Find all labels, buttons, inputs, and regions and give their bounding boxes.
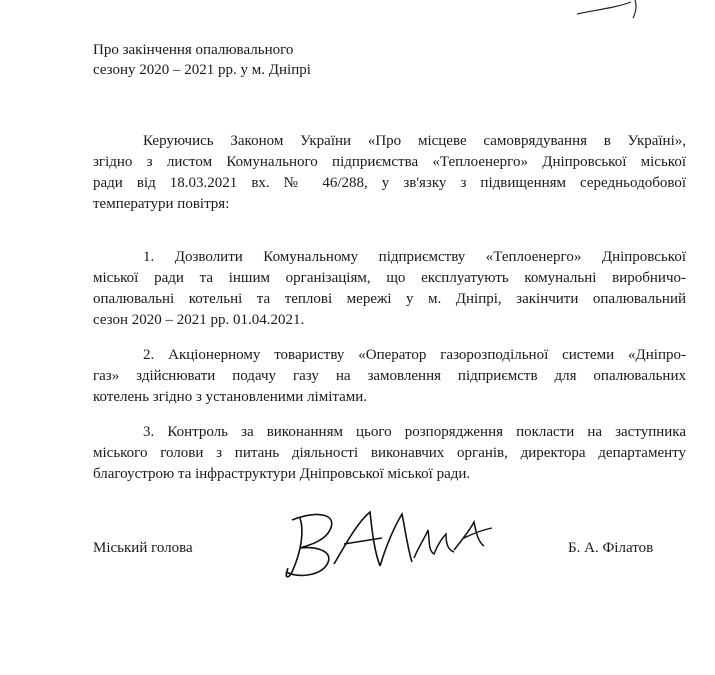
preamble-line: ради від 18.03.2021 вх. № 46/288, у зв'язку з підвищенням середньодобової: [93, 175, 686, 191]
preamble-paragraph: [93, 131, 686, 215]
handwritten-mark: [575, 0, 645, 22]
signature-block: [93, 500, 693, 600]
subject-line-2: сезону 2020 – 2021 рр. у м. Дніпрі: [93, 62, 311, 78]
subject-line-1: Про закінчення опалювального: [93, 42, 294, 58]
handwritten-signature: [278, 500, 503, 585]
preamble-line: температури повітря:: [93, 196, 230, 212]
item-line: 1. Дозволити Комунальному підприємству «Теплоенерго» Дніпровської: [143, 249, 686, 265]
document-subject: [93, 40, 393, 80]
preamble-line: Керуючись Законом України «Про місцеве самоврядування в Україні»,: [143, 133, 686, 149]
item-1-paragraph: [93, 247, 686, 331]
item-3-paragraph: [93, 422, 686, 485]
item-line: міського голови з питань діяльності виконавчих органів, директора департаменту: [93, 445, 686, 461]
item-line: 2. Акціонерному товариству «Оператор газорозподільної системи «Дніпро-: [143, 347, 686, 363]
item-line: міської ради та іншим організаціям, що експлуатують комунальні виробничо-: [93, 270, 686, 286]
item-2-paragraph: [93, 345, 686, 408]
item-line: газ» здійснювати подачу газу на замовлення підприємств для опалювальних: [93, 368, 686, 384]
item-line: котелень згідно з установленими лімітами.: [93, 389, 368, 405]
signer-title: Міський голова: [93, 540, 193, 556]
preamble-line: згідно з листом Комунального підприємства «Теплоенерго» Дніпровської міської: [93, 154, 686, 170]
signer-name: Б. А. Філатов: [568, 540, 654, 556]
item-line: 3. Контроль за виконанням цього розпорядження покласти на заступника: [143, 424, 686, 440]
item-line: опалювальні котельні та теплові мережі у м. Дніпрі, закінчити опалювальний: [93, 291, 686, 307]
item-line: сезон 2020 – 2021 рр. 01.04.2021.: [93, 312, 305, 328]
item-line: благоустрою та інфраструктури Дніпровської міської ради.: [93, 466, 471, 482]
